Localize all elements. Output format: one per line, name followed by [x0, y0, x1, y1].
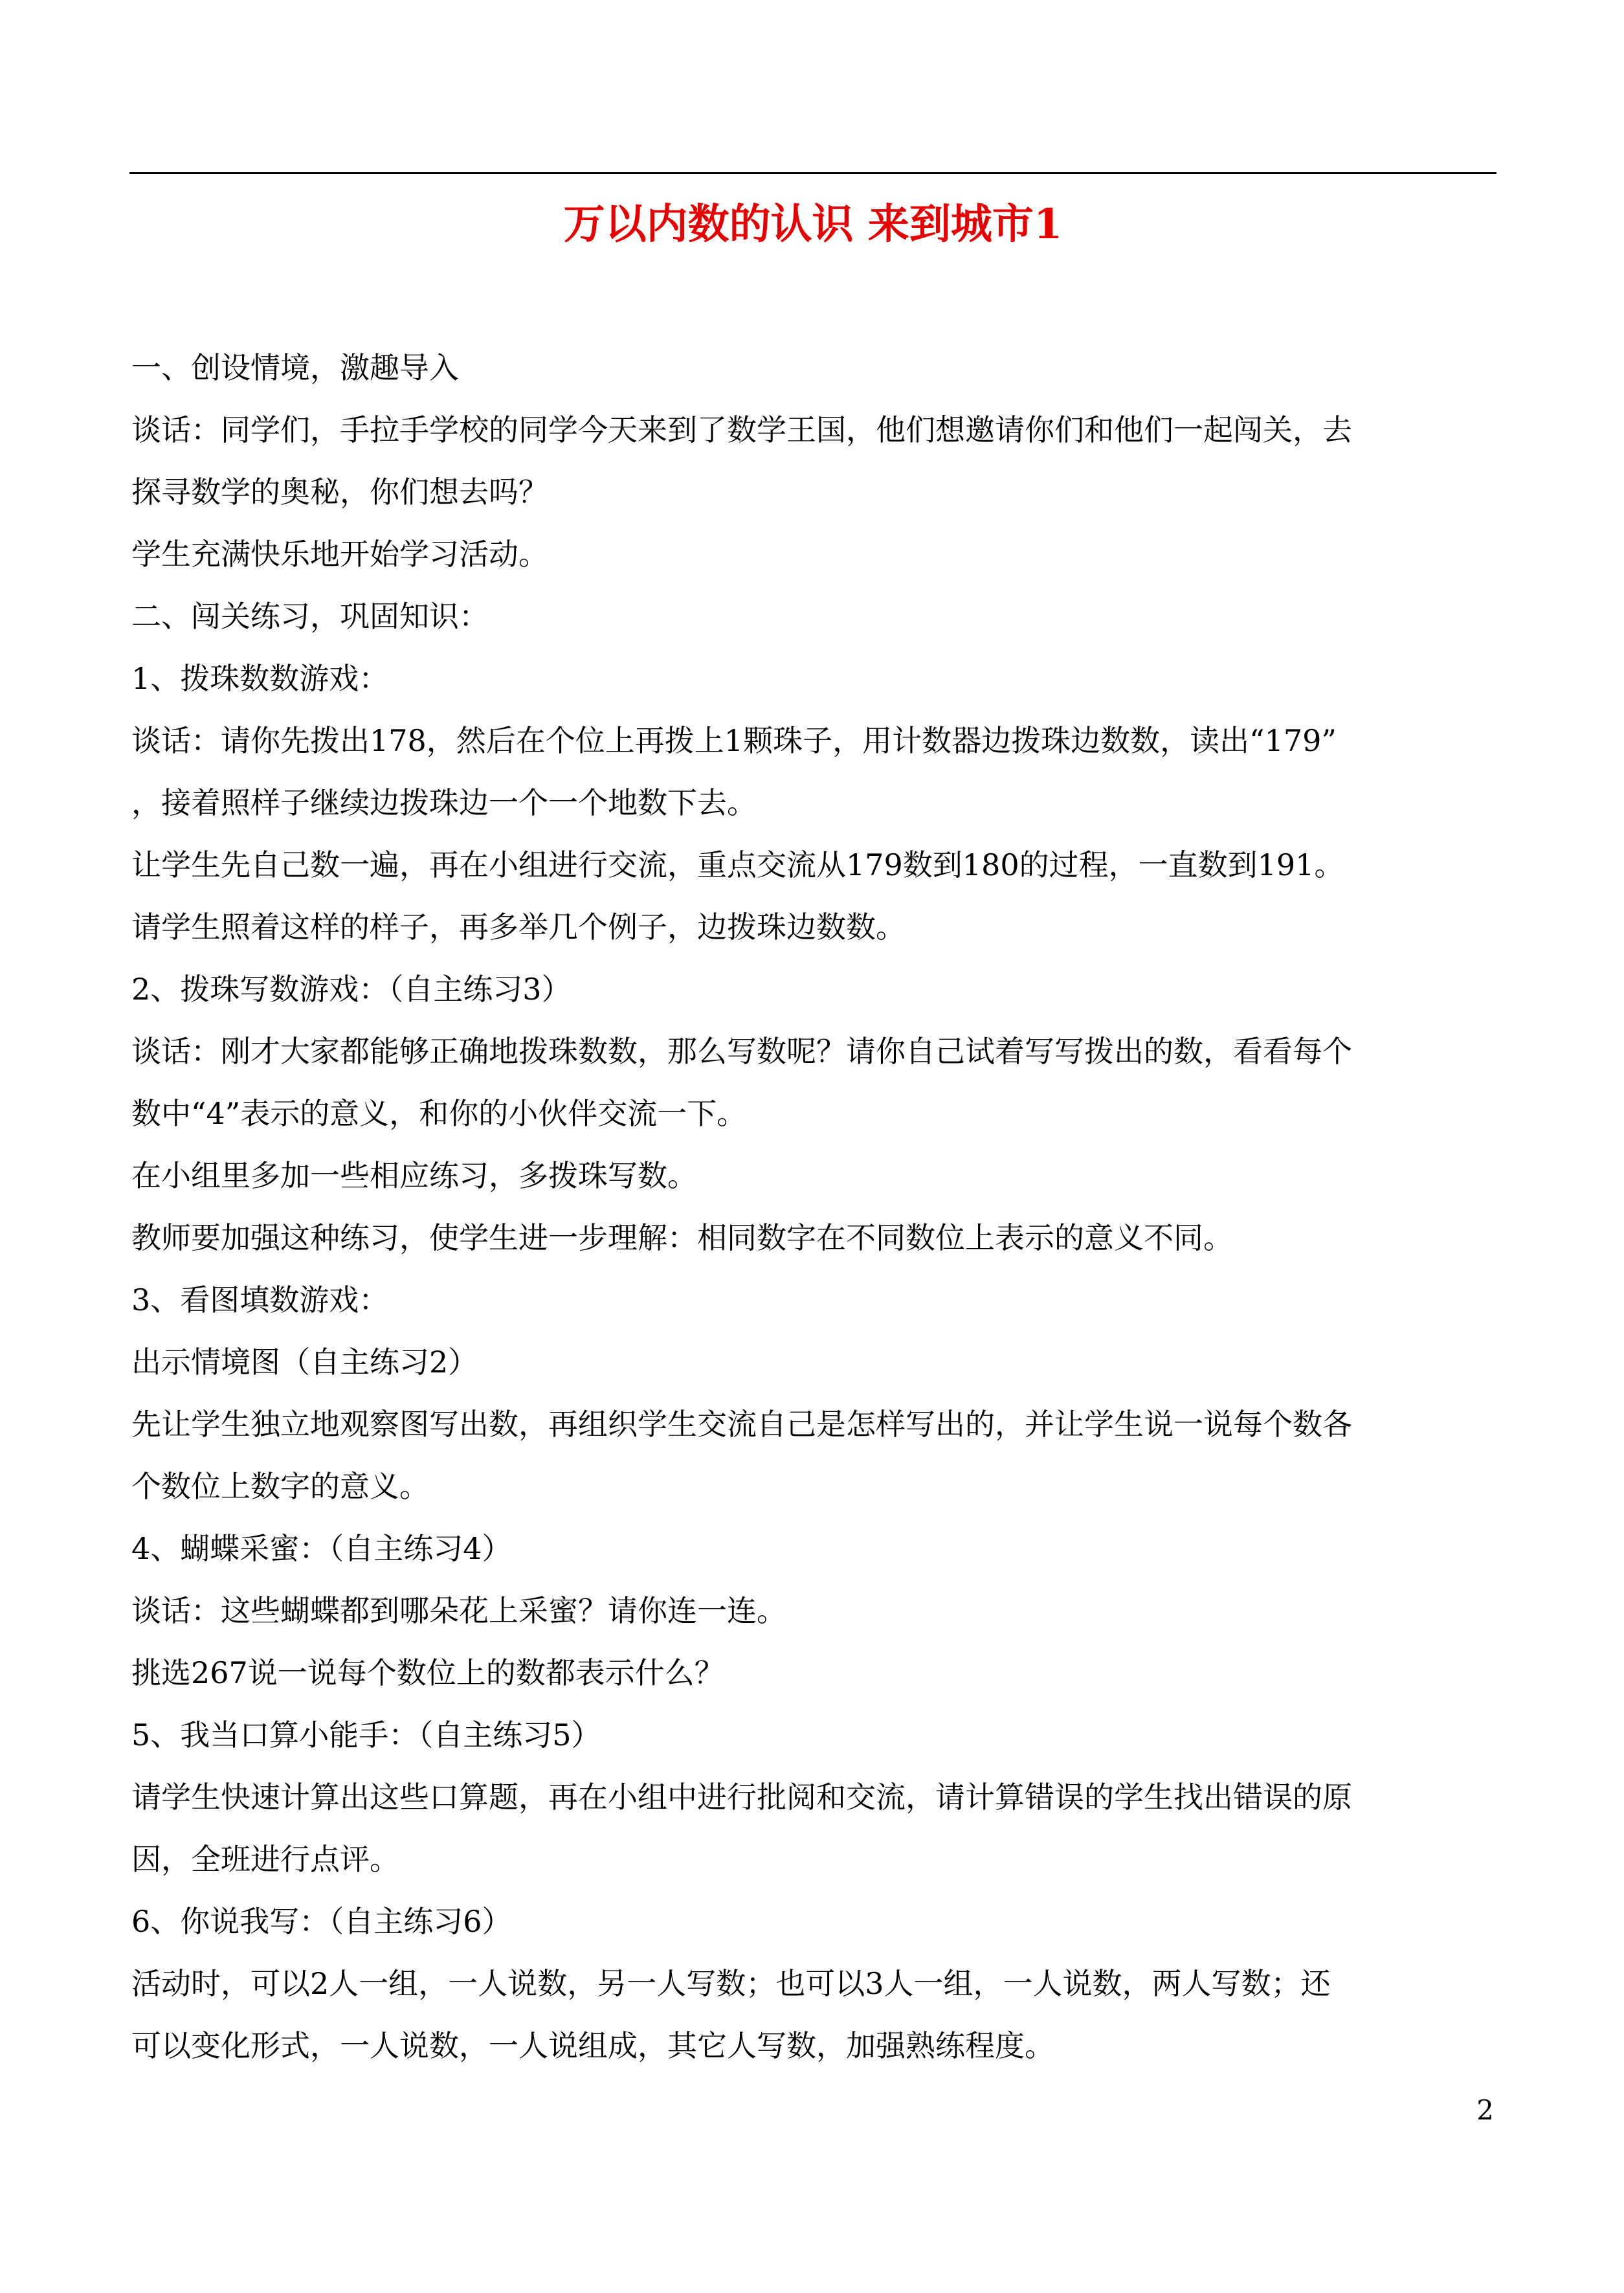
header-rule [129, 172, 1496, 174]
paragraph-line: 出示情境图（自主练习2） [131, 1345, 478, 1380]
paragraph-line: 在小组里多加一些相应练习，多拨珠写数。 [131, 1158, 697, 1193]
activity-heading-6: 6、你说我写：（自主练习6） [131, 1904, 512, 1939]
section-heading-2: 二、闯关练习，巩固知识： [131, 599, 489, 634]
paragraph-line: ，接着照样子继续边拨珠边一个一个地数下去。 [131, 785, 757, 820]
paragraph-line: 谈话：刚才大家都能够正确地拨珠数数，那么写数呢？请你自己试着写写拨出的数，看看每个 [131, 1034, 1352, 1069]
activity-heading-2: 2、拨珠写数游戏：（自主练习3） [131, 972, 572, 1007]
activity-heading-3: 3、看图填数游戏： [131, 1282, 389, 1317]
paragraph-line: 数中“4”表示的意义，和你的小伙伴交流一下。 [131, 1096, 747, 1131]
paragraph-line: 因，全班进行点评。 [131, 1842, 399, 1877]
paragraph-line: 探寻数学的奥秘，你们想去吗？ [131, 475, 548, 509]
activity-heading-5: 5、我当口算小能手：（自主练习5） [131, 1717, 601, 1752]
paragraph-line: 活动时，可以2人一组，一人说数，另一人写数；也可以3人一组，一人说数，两人写数；还 [131, 1966, 1331, 2001]
paragraph-line: 个数位上数字的意义。 [131, 1469, 429, 1504]
page-title: 万以内数的认识 来到城市1 [563, 200, 1063, 249]
paragraph-line: 谈话：同学们，手拉手学校的同学今天来到了数学王国，他们想邀请你们和他们一起闯关，去 [131, 412, 1352, 447]
paragraph-line: 让学生先自己数一遍，再在小组进行交流，重点交流从179数到180的过程，一直数到191。 [131, 847, 1344, 882]
paragraph-line: 可以变化形式，一人说数，一人说组成，其它人写数，加强熟练程度。 [131, 2028, 1054, 2063]
activity-heading-4: 4、蝴蝶采蜜：（自主练习4） [131, 1531, 512, 1566]
paragraph-line: 先让学生独立地观察图写出数，再组织学生交流自己是怎样写出的，并让学生说一说每个数各 [131, 1407, 1352, 1442]
body-text [131, 337, 1495, 2077]
paragraph-line: 请学生快速计算出这些口算题，再在小组中进行批阅和交流，请计算错误的学生找出错误的原 [131, 1780, 1352, 1815]
paragraph-line: 请学生照着这样的样子，再多举几个例子，边拨珠边数数。 [131, 910, 906, 945]
activity-heading-1: 1、拨珠数数游戏： [131, 661, 389, 696]
paragraph-line: 学生充满快乐地开始学习活动。 [131, 537, 548, 572]
section-heading-1: 一、创设情境，激趣导入 [131, 350, 459, 385]
paragraph-line: 挑选267说一说每个数位上的数都表示什么？ [131, 1655, 724, 1690]
page-number: 2 [1476, 2094, 1494, 2126]
paragraph-line: 教师要加强这种练习，使学生进一步理解：相同数字在不同数位上表示的意义不同。 [131, 1220, 1233, 1255]
paragraph-line: 谈话：这些蝴蝶都到哪朵花上采蜜？请你连一连。 [131, 1593, 786, 1628]
paragraph-line: 谈话：请你先拨出178，然后在个位上再拨上1颗珠子，用计数器边拨珠边数数，读出“179” [131, 723, 1337, 758]
